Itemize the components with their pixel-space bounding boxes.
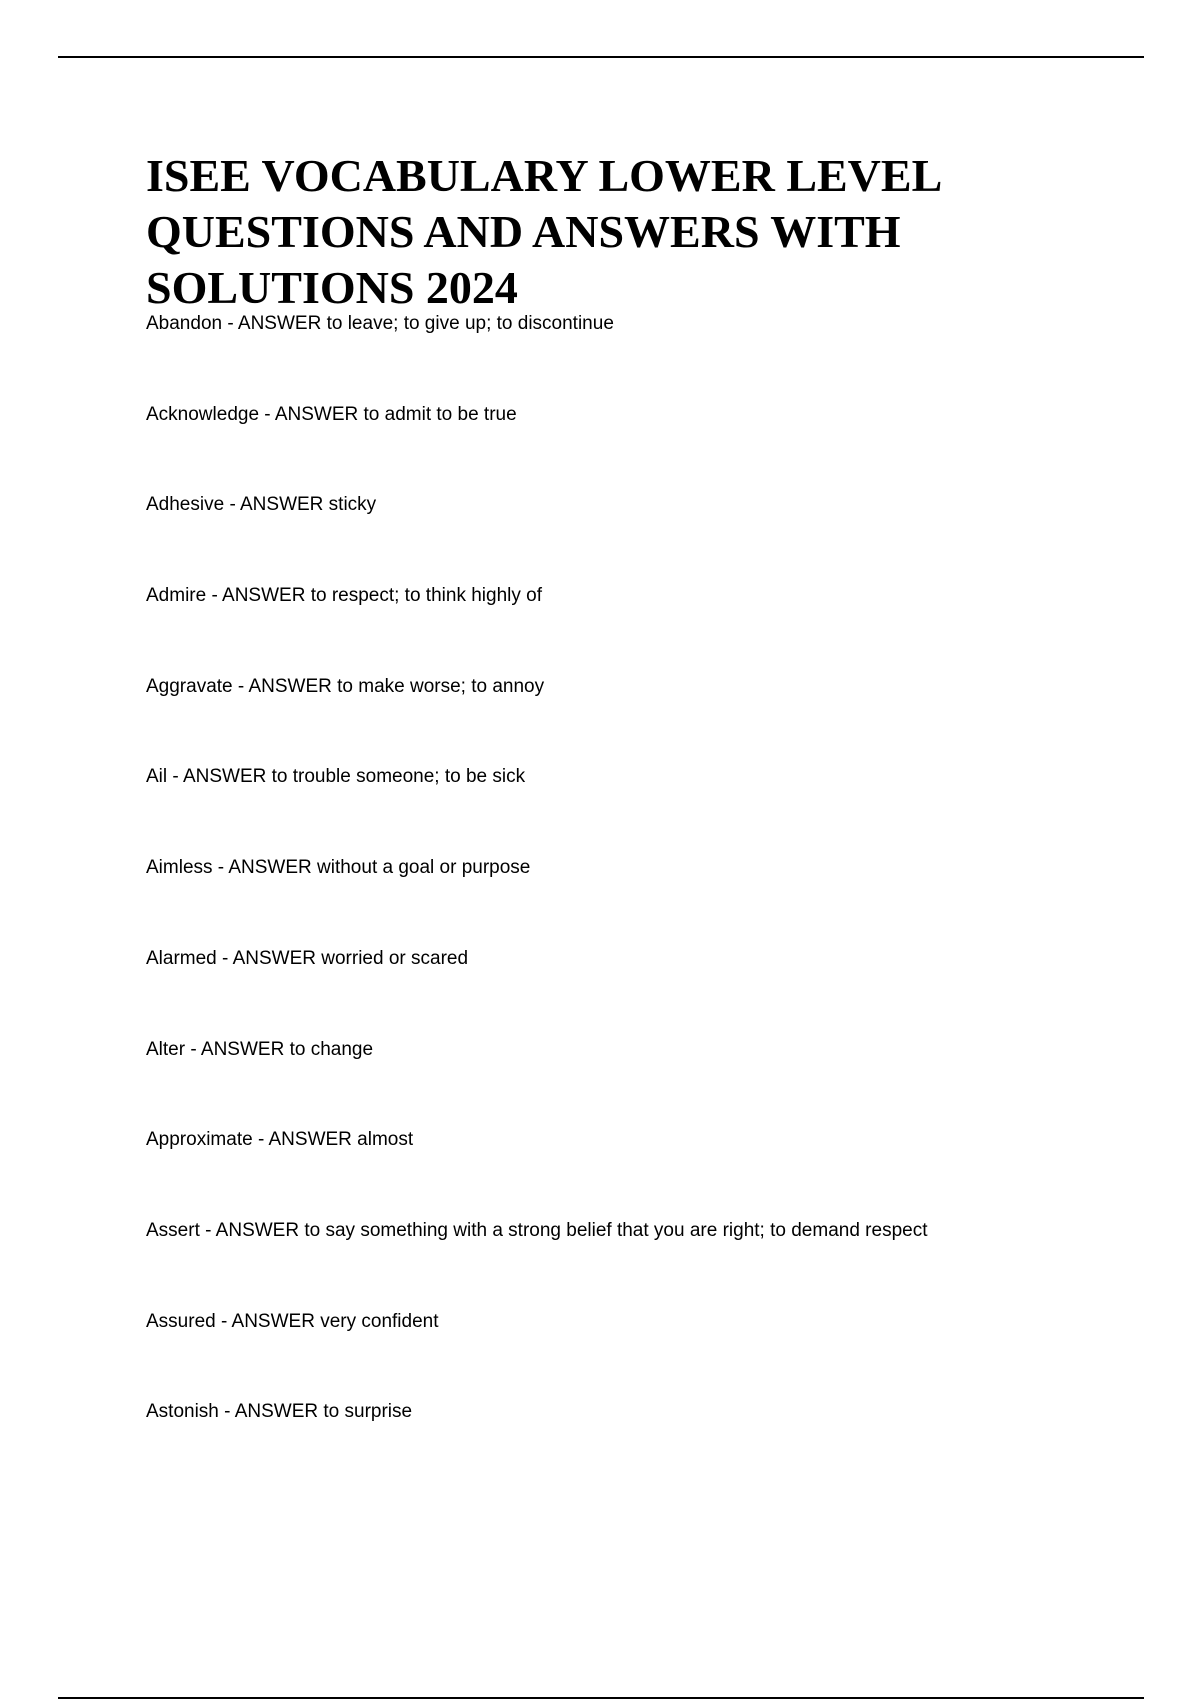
vocabulary-entry: Assured - ANSWER very confident (146, 1310, 439, 1332)
vocabulary-entry: Adhesive - ANSWER sticky (146, 494, 377, 516)
bottom-divider (58, 1697, 1144, 1699)
vocabulary-entry: Alarmed - ANSWER worried or scared (146, 947, 469, 969)
title-line: SOLUTIONS 2024 (146, 262, 518, 313)
document-title (146, 148, 1046, 316)
top-divider (58, 56, 1144, 58)
title-line: QUESTIONS AND ANSWERS WITH (146, 206, 901, 257)
vocabulary-entry: Astonish - ANSWER to surprise (146, 1401, 413, 1423)
vocabulary-entry: Abandon - ANSWER to leave; to give up; to discontinue (146, 313, 614, 334)
vocabulary-list (146, 312, 927, 1491)
vocabulary-entry: Ail - ANSWER to trouble someone; to be sick (146, 766, 526, 788)
title-line: ISEE VOCABULARY LOWER LEVEL (146, 150, 943, 201)
vocabulary-entry: Approximate - ANSWER almost (146, 1129, 414, 1151)
vocabulary-entry: Aimless - ANSWER without a goal or purpose (146, 857, 531, 879)
vocabulary-entry: Admire - ANSWER to respect; to think highly of (146, 585, 542, 607)
vocabulary-entry: Acknowledge - ANSWER to admit to be true (146, 403, 517, 425)
vocabulary-entry: Assert - ANSWER to say something with a strong belief that you are right; to demand respect (146, 1219, 928, 1241)
vocabulary-entry: Alter - ANSWER to change (146, 1038, 374, 1060)
vocabulary-entry: Aggravate - ANSWER to make worse; to annoy (146, 675, 545, 697)
